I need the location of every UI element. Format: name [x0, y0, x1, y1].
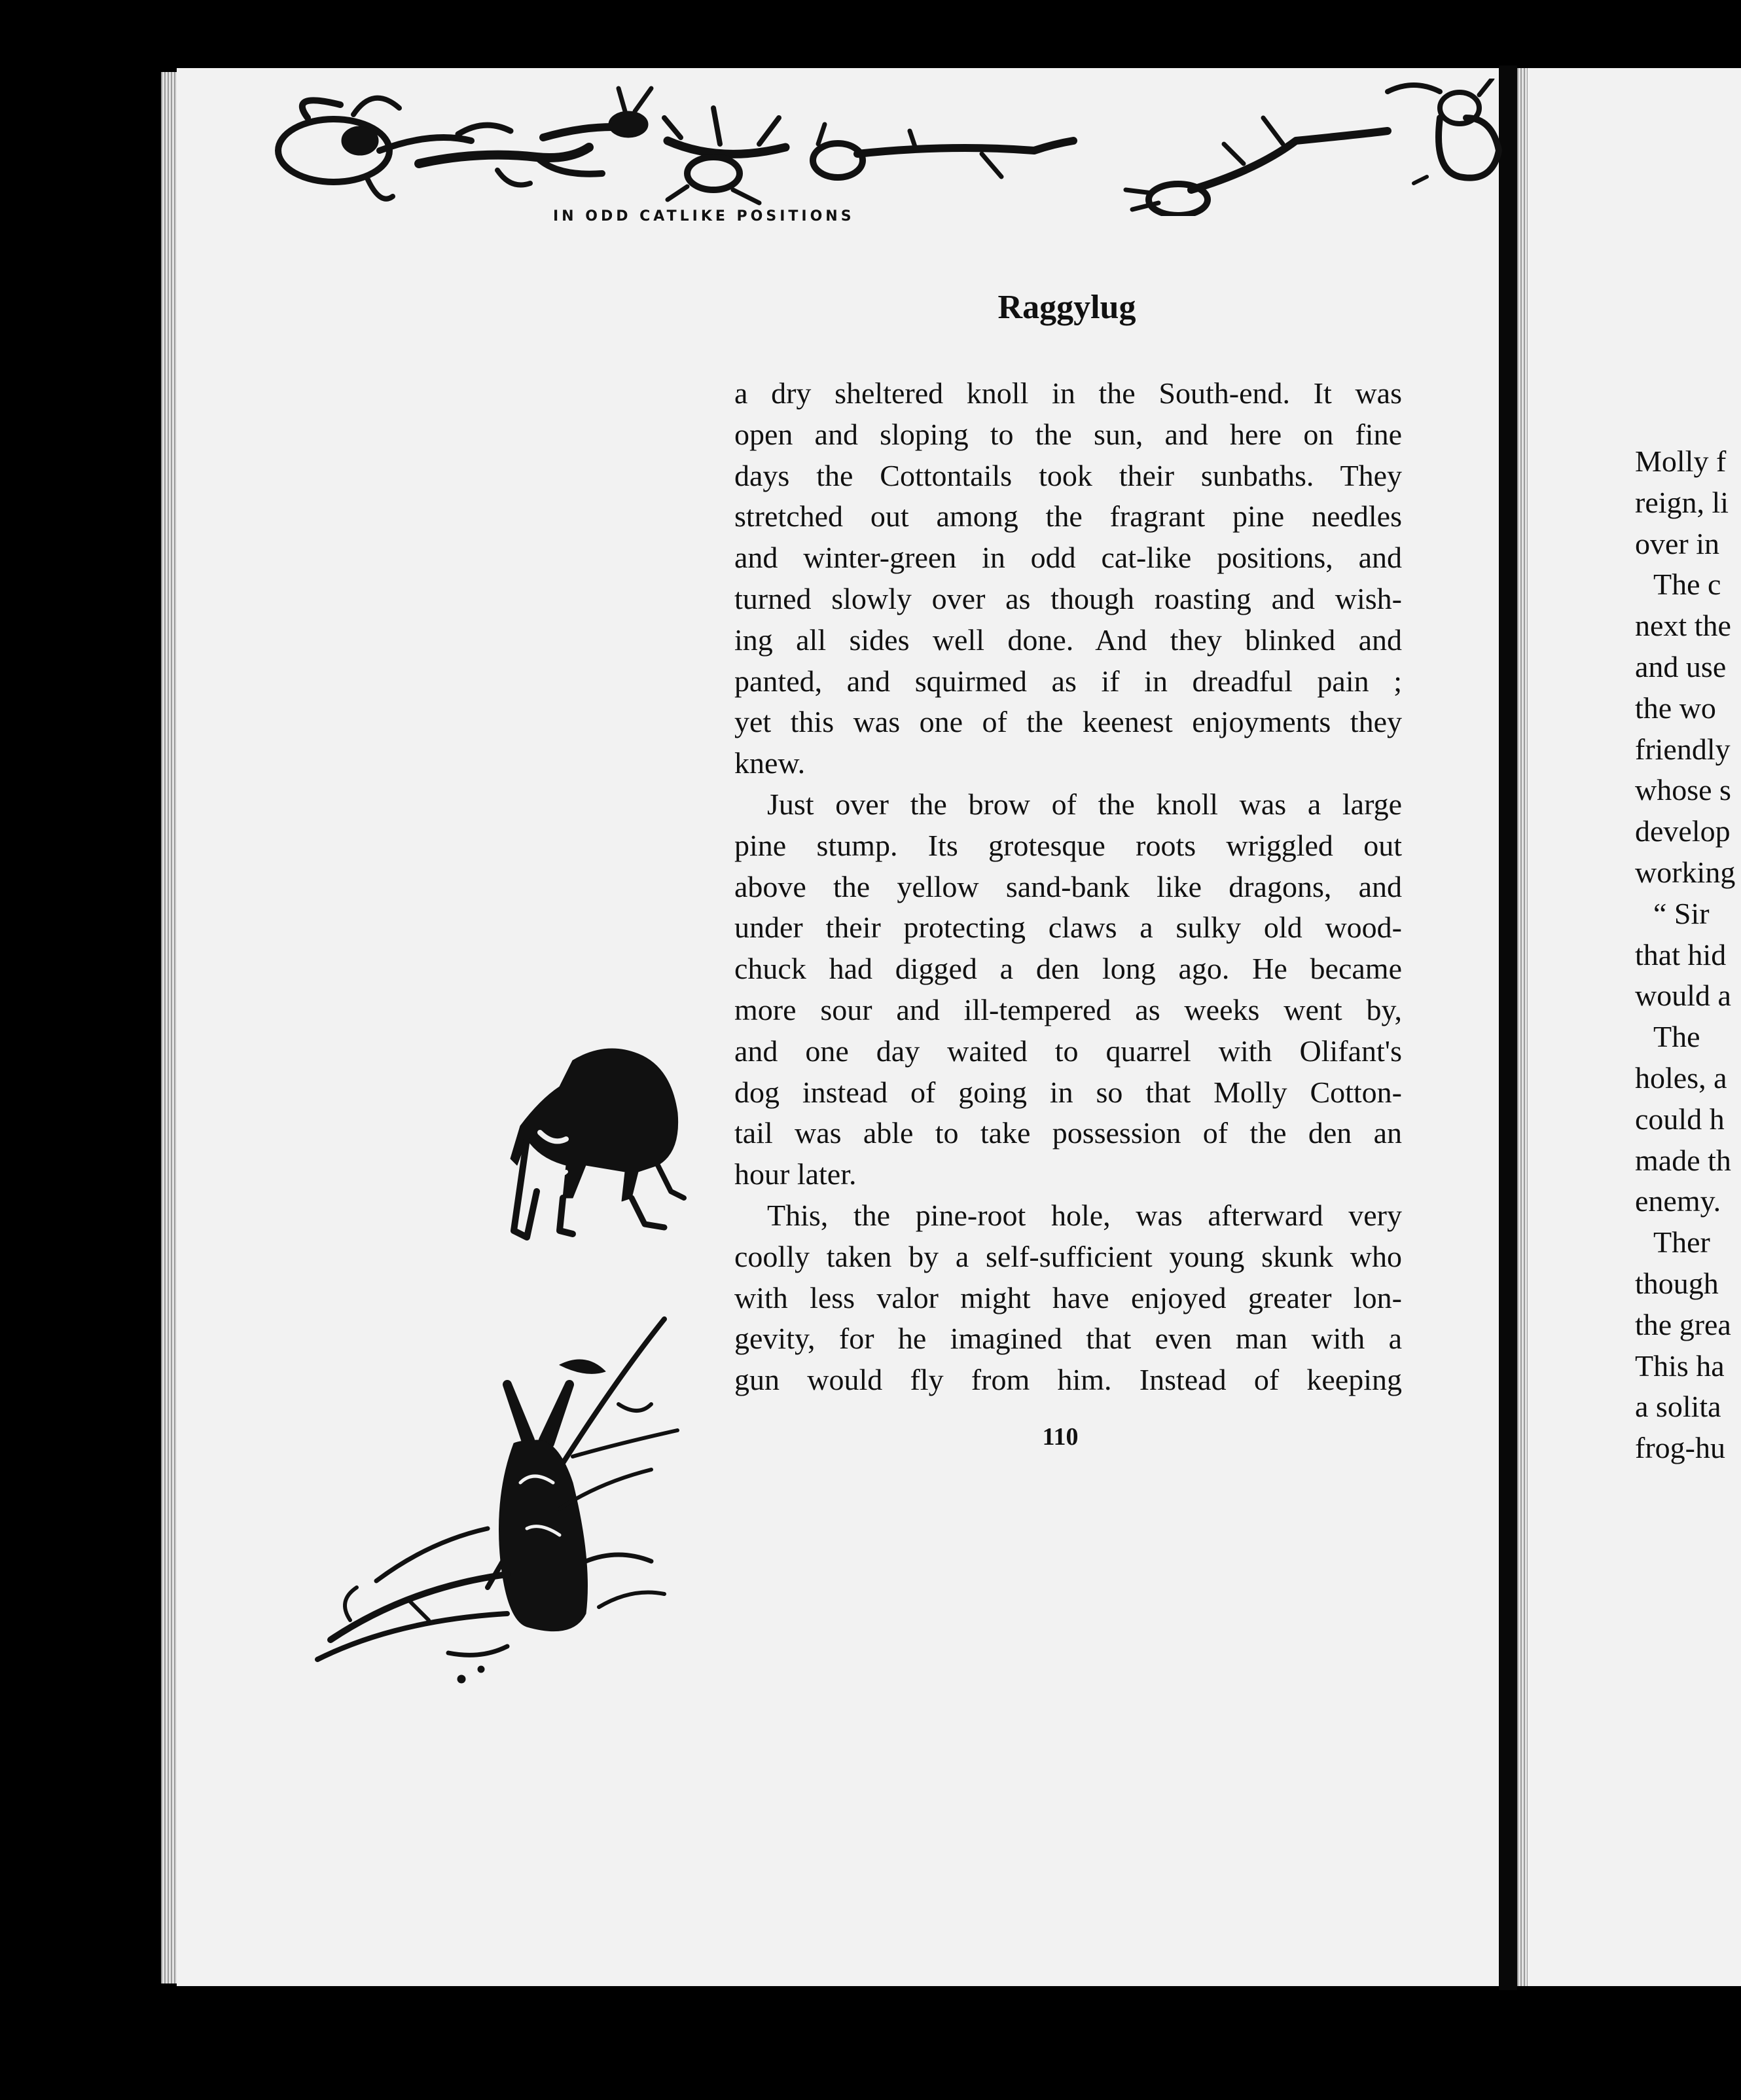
text-line: open and sloping to the sun, and here on fine	[734, 417, 1402, 451]
book-gutter	[1499, 65, 1517, 1990]
text-line: Molly f	[1635, 444, 1727, 478]
text-line: dog instead of going in so that Molly Cotton-	[734, 1075, 1402, 1109]
text-line: holes, a	[1635, 1060, 1727, 1095]
text-line: Just over the brow of the knoll was a large	[767, 787, 1402, 821]
text-line: gevity, for he imagined that even man with a	[734, 1322, 1402, 1356]
text-line: a dry sheltered knoll in the South-end. It was	[734, 376, 1402, 410]
body-text	[734, 373, 1402, 1401]
text-line: the wo	[1635, 691, 1716, 725]
text-line: knew.	[734, 746, 806, 780]
text-line: the grea	[1635, 1307, 1731, 1341]
rabbit-sketch	[1126, 118, 1388, 215]
text-line: chuck had digged a den long ago. He became	[734, 952, 1402, 986]
text-line: ing all sides well done. And they blinked and	[734, 623, 1402, 657]
text-line: develop	[1635, 814, 1731, 848]
text-line: working	[1635, 855, 1736, 889]
text-line: Ther	[1653, 1225, 1710, 1259]
text-line: reign, li	[1635, 485, 1729, 519]
running-title: Raggylug	[997, 289, 1136, 326]
text-line: next the	[1635, 609, 1731, 643]
text-line: The c	[1653, 568, 1721, 602]
text-line: enemy.	[1635, 1184, 1721, 1218]
text-line: tail was able to take possession of the den an	[734, 1116, 1402, 1150]
page-number: 110	[1042, 1423, 1079, 1451]
text-line: under their protecting claws a sulky old wood-	[734, 911, 1402, 945]
text-line: that hid	[1635, 937, 1727, 971]
text-line: a solita	[1635, 1390, 1721, 1424]
text-line: This, the pine-root hole, was afterward very	[767, 1198, 1402, 1232]
text-line: days the Cottontails took their sunbaths. They	[734, 458, 1402, 492]
text-line: yet this was one of the keenest enjoyments they	[734, 705, 1402, 739]
text-line: with less valor might have enjoyed greater lon-	[734, 1280, 1402, 1314]
rabbit-sketch	[278, 98, 471, 199]
facing-page-text	[1635, 441, 1741, 1469]
rabbit-sketch	[664, 108, 785, 203]
text-line: made th	[1635, 1143, 1731, 1177]
text-line: more sour and ill-tempered as weeks went by,	[734, 992, 1402, 1026]
text-line: pine stump. Its grotesque roots wriggled out	[734, 828, 1402, 862]
page-stack-edge	[1517, 68, 1528, 1986]
text-line: over in	[1635, 526, 1720, 560]
text-line: could h	[1635, 1102, 1725, 1136]
text-line: turned slowly over as though roasting and wish-	[734, 581, 1402, 615]
text-line: would a	[1635, 979, 1731, 1013]
dog-illustration	[501, 1041, 691, 1263]
text-line: frog-hu	[1635, 1431, 1725, 1465]
text-line: stretched out among the fragrant pine needles	[734, 499, 1402, 534]
text-line: This ha	[1635, 1349, 1725, 1383]
rabbit-sketch	[543, 88, 651, 137]
text-line: hour later.	[734, 1157, 857, 1191]
text-line: gun would fly from him. Instead of keeping	[734, 1363, 1402, 1397]
text-line: panted, and squirmed as if in dreadful pain ;	[734, 664, 1402, 698]
text-line: though	[1635, 1266, 1719, 1300]
text-line: and use	[1635, 649, 1727, 683]
right-page	[1517, 68, 1741, 1986]
text-line: The	[1653, 1020, 1700, 1054]
text-line: above the yellow sand-bank like dragons, and	[734, 869, 1402, 903]
rabbit-sketch	[1388, 79, 1499, 183]
text-line: coolly taken by a self-sufficient young skunk who	[734, 1239, 1402, 1273]
rabbit-sketch	[813, 124, 1073, 177]
page-stack-edge	[161, 72, 178, 1983]
text-line: and one day waited to quarrel with Olifant's	[734, 1034, 1402, 1068]
rabbit-illustration	[311, 1312, 704, 1692]
text-line: friendly	[1635, 732, 1731, 766]
illustration-caption: IN ODD CATLIKE POSITIONS	[553, 208, 855, 225]
text-line: whose s	[1635, 773, 1731, 807]
text-line: and winter-green in odd cat-like positions, and	[734, 541, 1402, 575]
text-line: “ Sir	[1653, 896, 1710, 930]
header-rabbits-illustration	[262, 79, 1518, 216]
